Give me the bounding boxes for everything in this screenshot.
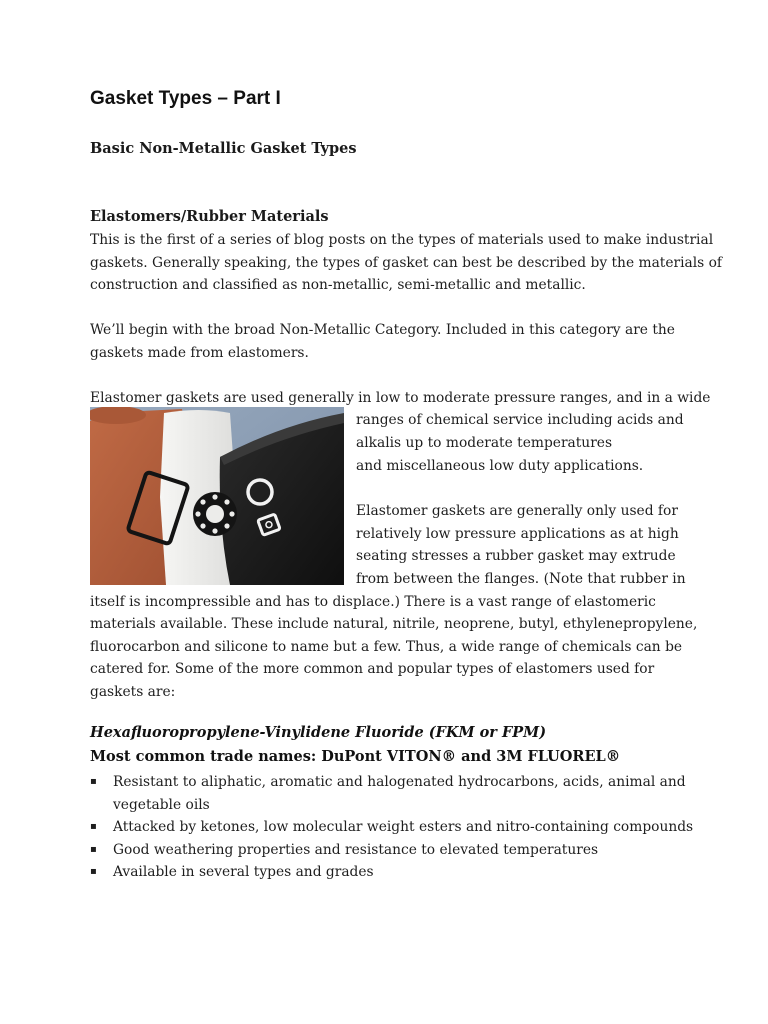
- fkm-bullet-list: [90, 771, 693, 884]
- bullet-line: Available in several types and grades: [113, 864, 374, 880]
- pressure-wrap-line: relatively low pressure applications as at high: [356, 526, 679, 542]
- category-line: We’ll begin with the broad Non-Metallic Category. Included in this category are the: [90, 322, 675, 338]
- bullet-line: vegetable oils: [113, 796, 210, 813]
- intro-line: construction and classified as non-metallic, semi-metallic and metallic.: [90, 277, 586, 293]
- bullet-icon: ▪: [90, 843, 97, 855]
- bullet-item: [90, 839, 693, 862]
- trade-names-heading: Most common trade names: DuPont VITON® and 3M FLUOREL®: [90, 748, 621, 765]
- fkm-heading: Hexafluoropropylene-Vinylidene Fluoride (FKM or FPM): [90, 724, 547, 741]
- pressure-line: materials available. These include natural, nitrile, neoprene, butyl, ethylenepropylene,: [90, 616, 698, 632]
- pressure-line: itself is incompressible and has to displace.) There is a vast range of elastomeric: [90, 594, 656, 610]
- intro-line: This is the first of a series of blog posts on the types of materials used to make industrial: [90, 232, 714, 248]
- ring-gasket-shape: [193, 492, 237, 536]
- bullet-line: Attacked by ketones, low molecular weight esters and nitro-containing compounds: [113, 819, 694, 835]
- intro-line: gaskets. Generally speaking, the types of gasket can best be described by the materials of: [90, 255, 723, 271]
- pressure-wrap-line: Elastomer gaskets are generally only used for: [356, 503, 678, 519]
- bullet-item: [90, 771, 693, 816]
- bullet-item: [90, 861, 693, 884]
- pressure-line: gaskets are:: [90, 684, 176, 700]
- usage-line: Elastomer gaskets are used generally in low to moderate pressure ranges, and in a wide: [90, 390, 711, 406]
- category-line: gaskets made from elastomers.: [90, 345, 309, 361]
- bullet-item: [90, 816, 693, 839]
- bullet-line: Resistant to aliphatic, aromatic and halogenated hydrocarbons, acids, animal and: [113, 774, 686, 790]
- usage-wrap-line: ranges of chemical service including acids and: [356, 412, 684, 428]
- page-title: Gasket Types – Part I: [90, 88, 281, 109]
- pressure-line: catered for. Some of the more common and popular types of elastomers used for: [90, 661, 655, 677]
- bullet-icon: ▪: [90, 821, 97, 832]
- usage-wrap-line: and miscellaneous low duty applications.: [356, 458, 644, 474]
- pressure-wrap-line: from between the flanges. (Note that rubber in: [356, 571, 686, 587]
- bullet-icon: ▪: [90, 866, 97, 877]
- pressure-wrap-line: seating stresses a rubber gasket may extrude: [356, 548, 676, 564]
- rubber-gasket-sheets-photo: [90, 407, 344, 585]
- bullet-line: Good weathering properties and resistance to elevated temperatures: [113, 841, 599, 858]
- usage-wrap-line: alkalis up to moderate temperatures: [356, 435, 613, 451]
- pressure-line: fluorocarbon and silicone to name but a few. Thus, a wide range of chemicals can be: [90, 639, 683, 655]
- page-subtitle: Basic Non-Metallic Gasket Types: [90, 140, 357, 157]
- section-heading-elastomers: Elastomers/Rubber Materials: [90, 208, 329, 225]
- bullet-icon: ▪: [90, 776, 97, 787]
